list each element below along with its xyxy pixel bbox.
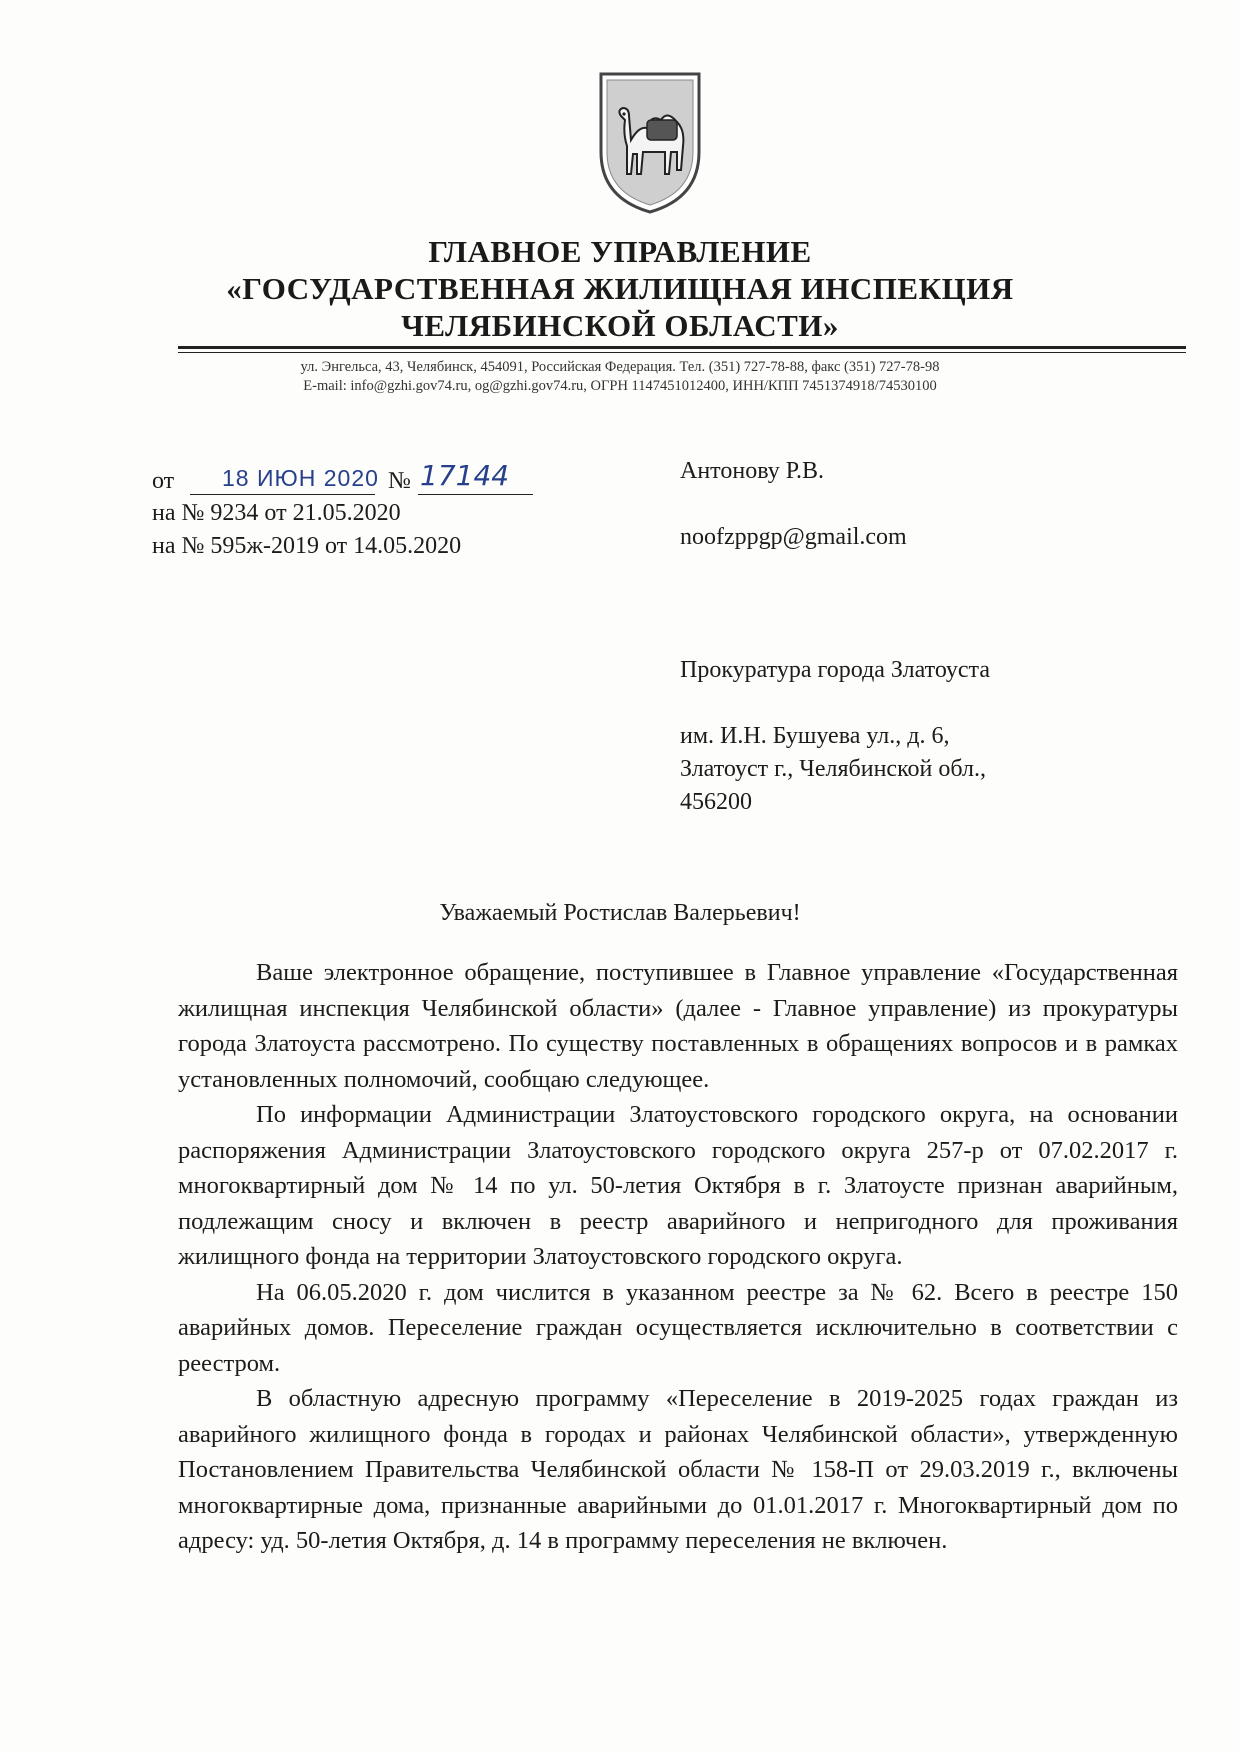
date-stamp: 18 ИЮН 2020	[222, 465, 379, 491]
paragraph-3: На 06.05.2020 г. дом числится в указанном реестре за № 62. Всего в реестре 150 аварийных домов. Переселение граждан осуществляется исключительно в соответствии с реестром.	[178, 1278, 1178, 1377]
recipient-address-3: 456200	[680, 789, 752, 815]
coat-of-arms-icon	[595, 70, 705, 215]
org-title-line-2: «ГОСУДАРСТВЕННАЯ ЖИЛИЩНАЯ ИНСПЕКЦИЯ	[226, 271, 1014, 306]
contacts-address: ул. Энгельса, 43, Челябинск, 454091, Российская Федерация. Тел. (351) 727-78-88, факс (351) 727-78-98	[300, 359, 940, 375]
header-rule-thin	[178, 352, 1186, 353]
date-underline	[190, 494, 375, 495]
paragraph-4: В областную адресную программу «Переселение в 2019-2025 годах граждан из аварийного жилищного фонда в городах и районах Челябинской области», утвержденную Постановлением Правительства Челябинской области № 158-П от 29.03.2019 г., включены многоквартирные дома, признанные аварийными до 01.01.2017 г. Многоквартирный дом по адресу: уд. 50-летия Октября, д. 14 в программу переселения не включен.	[178, 1385, 1178, 1554]
from-label: от	[152, 468, 175, 494]
reply-reference-2: на № 595ж-2019 от 14.05.2020	[152, 533, 462, 559]
paragraph-1: Ваше электронное обращение, поступившее в Главное управление «Государственная жилищная инспекция Челябинской области» (далее - Главное управление) из прокуратуры города Златоуста рассмотрено. По существу поставленных в обращениях вопросов и в рамках установленных полномочий, сообщаю следующее.	[178, 959, 1178, 1093]
letter-body	[178, 955, 1178, 1559]
org-title-line-3: ЧЕЛЯБИНСКОЙ ОБЛАСТИ»	[401, 308, 839, 343]
recipient-name: Антонову Р.В.	[680, 458, 825, 484]
doc-number: 17144	[420, 459, 510, 492]
recipient-address-1: им. И.Н. Бушуева ул., д. 6,	[680, 723, 950, 749]
paragraph-2: По информации Администрации Златоустовского городского округа, на основании распоряжения Администрации Златоустовского городского округа 257-р от 07.02.2017 г. многоквартирный дом № 14 по ул. 50-летия Октября в г. Златоусте признан аварийным, подлежащим сносу и включен в реестр аварийного и непригодного для проживания жилищного фонда на территории Златоустовского городского округа.	[178, 1101, 1178, 1270]
number-underline	[418, 494, 533, 495]
contacts-email: E-mail: info@gzhi.gov74.ru, og@gzhi.gov74.ru, ОГРН 1147451012400, ИНН/КПП 7451374918/74530100	[303, 378, 937, 394]
recipient-org: Прокуратура города Златоуста	[680, 657, 990, 683]
greeting: Уважаемый Ростислав Валерьевич!	[439, 900, 801, 926]
reply-reference-1: на № 9234 от 21.05.2020	[152, 500, 401, 526]
header-rule-thick	[178, 346, 1186, 349]
org-title-line-1: ГЛАВНОЕ УПРАВЛЕНИЕ	[428, 234, 812, 269]
recipient-email: noofzppgp@gmail.com	[680, 524, 907, 550]
recipient-address-2: Златоуст г., Челябинской обл.,	[680, 756, 986, 782]
number-sign: №	[388, 468, 411, 494]
